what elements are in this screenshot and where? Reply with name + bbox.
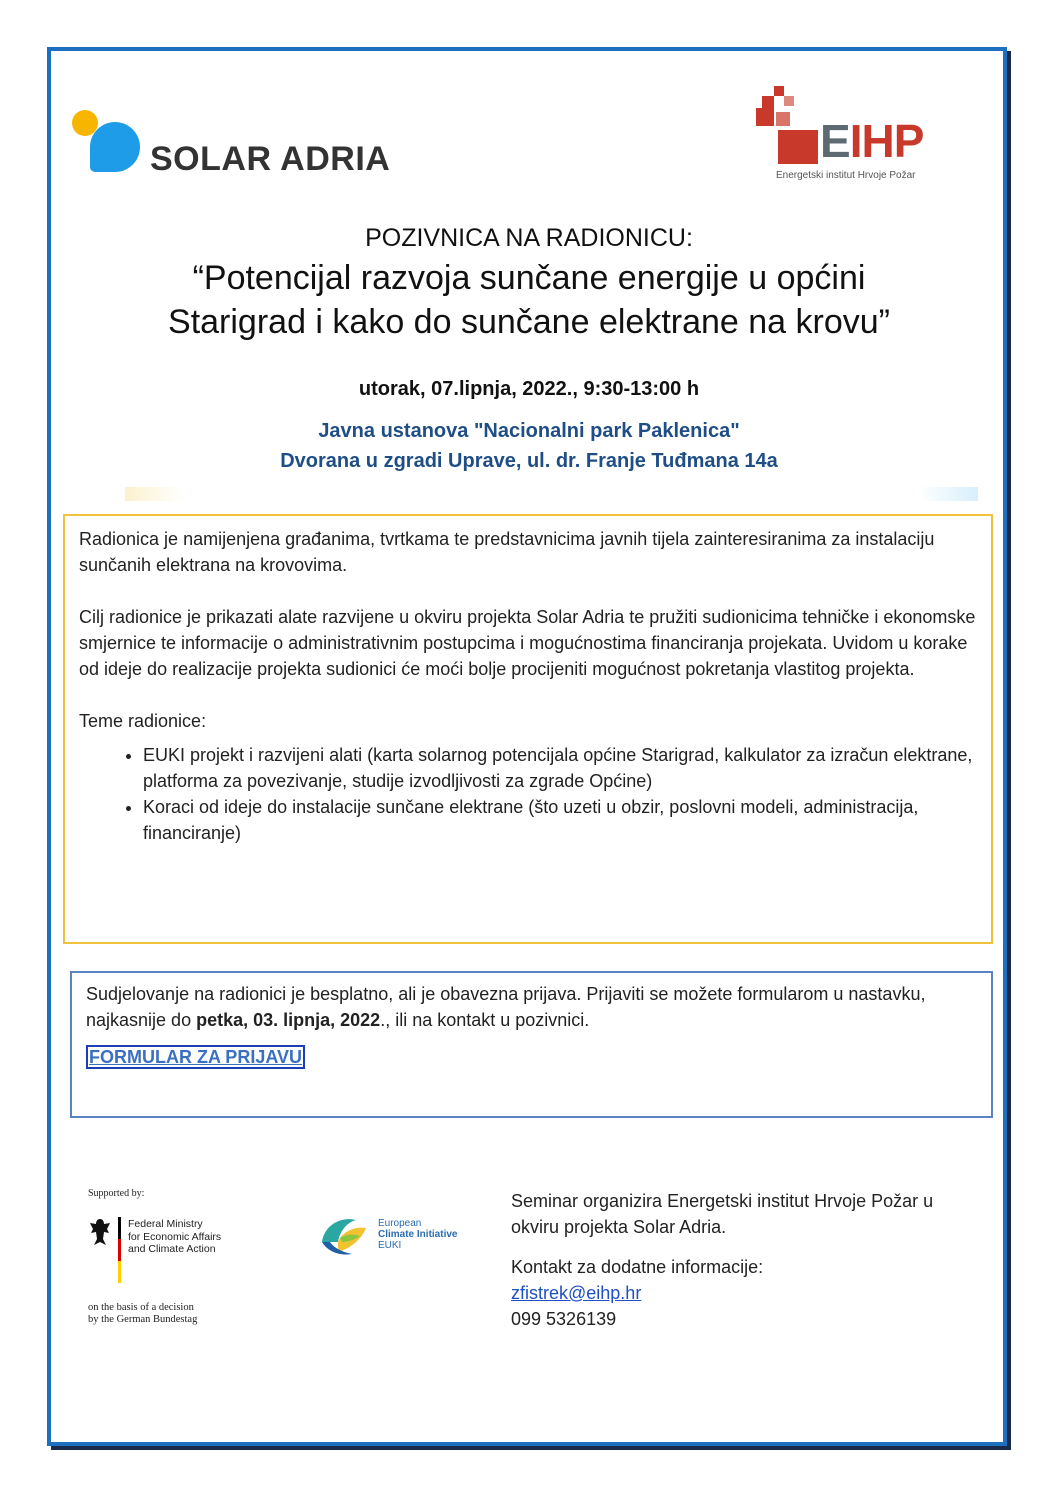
workshop-title-line1: “Potencijal razvoja sunčane energije u općini	[192, 259, 866, 297]
registration-form-link[interactable]: FORMULAR ZA PRIJAVU	[86, 1045, 305, 1069]
description-intro: Radionica je namijenjena građanima, tvrtkama te predstavnicima javnih tijela zainteresiranima za instalaciju sunčanih elektrana na krovovima.	[79, 529, 935, 575]
eihp-logo	[752, 86, 942, 186]
workshop-title	[80, 256, 978, 344]
topics-list	[79, 742, 977, 846]
contact-label: Kontakt za dodatne informacije:	[511, 1257, 764, 1277]
venue-name: Javna ustanova "Nacionalni park Paklenica"	[318, 420, 740, 442]
invitation-label: POZIVNICA NA RADIONICU:	[365, 224, 693, 252]
topics-heading: Teme radionice:	[79, 711, 207, 731]
registration-box	[70, 971, 993, 1118]
registration-deadline: petka, 03. lipnja, 2022	[196, 1010, 381, 1030]
logo-blue-drop	[90, 122, 140, 172]
description-goal: Cilj radionice je prikazati alate razvijene u okviru projekta Solar Adria te pružiti sudionicima tehničke i ekonomske smjernice te informacije o administrativnim postupcima i mogućnostima financiranja projekata. Uvidom u korake od ideje do realizacije projekta sudionici će moći bolje procijeniti mogućnost pokretanja vlastitog projekta.	[79, 607, 976, 679]
eihp-wordmark: EIHP	[820, 115, 924, 167]
event-date-time: utorak, 07.lipnja, 2022., 9:30-13:00 h	[358, 378, 700, 400]
workshop-description-box	[63, 514, 993, 944]
workshop-title-line2: Starigrad i kako do sunčane elektrane na krovu”	[168, 303, 890, 341]
ministry-name: Federal Ministry for Economic Affairs and Climate Action	[128, 1218, 222, 1255]
contact-phone: 099 5326139	[511, 1309, 617, 1329]
topic-item: • EUKI projekt i razvijeni alati (karta solarnog potencijala općine Starigrad, kalkulator za izračun elektrane, platforma za povezivanje, studije izvodljivosti za zgrade Općine)	[143, 742, 977, 794]
solar-adria-logo	[70, 106, 390, 178]
topic-item: • Koraci od ideje do instalacije sunčane elektrane (što uzeti u obzir, poslovni modeli, administracija, financiranje)	[143, 794, 977, 846]
eihp-subtitle: Energetski institut Hrvoje Požar	[776, 170, 916, 181]
decorative-stripe-right	[918, 487, 978, 501]
venue-address: Dvorana u zgradi Uprave, ul. dr. Franje Tuđmana 14a	[280, 450, 778, 472]
organizer-block	[511, 1188, 981, 1332]
federal-eagle-icon	[88, 1217, 112, 1247]
euki-name: European Climate Initiative EUKI	[378, 1218, 458, 1251]
decorative-stripe-left	[125, 487, 185, 501]
german-flag-bar	[118, 1217, 121, 1283]
registration-text: Sudjelovanje na radionici je besplatno, ali je obavezna prijava. Prijaviti se možete formularom u nastavku, najkasnije do petka, 03. lipnja, 2022., ili na kontakt u pozivnici.	[86, 984, 926, 1030]
contact-email-link[interactable]: zfistrek@eihp.hr	[511, 1283, 642, 1303]
organizer-text: Seminar organizira Energetski institut Hrvoje Požar u okviru projekta Solar Adria.	[511, 1191, 934, 1237]
bundestag-decision-text: on the basis of a decision by the German Bundestag	[88, 1302, 198, 1325]
solar-adria-wordmark: SOLAR ADRIA	[150, 140, 391, 178]
euki-logo-icon	[318, 1212, 370, 1260]
supported-by-label: Supported by:	[88, 1188, 145, 1199]
